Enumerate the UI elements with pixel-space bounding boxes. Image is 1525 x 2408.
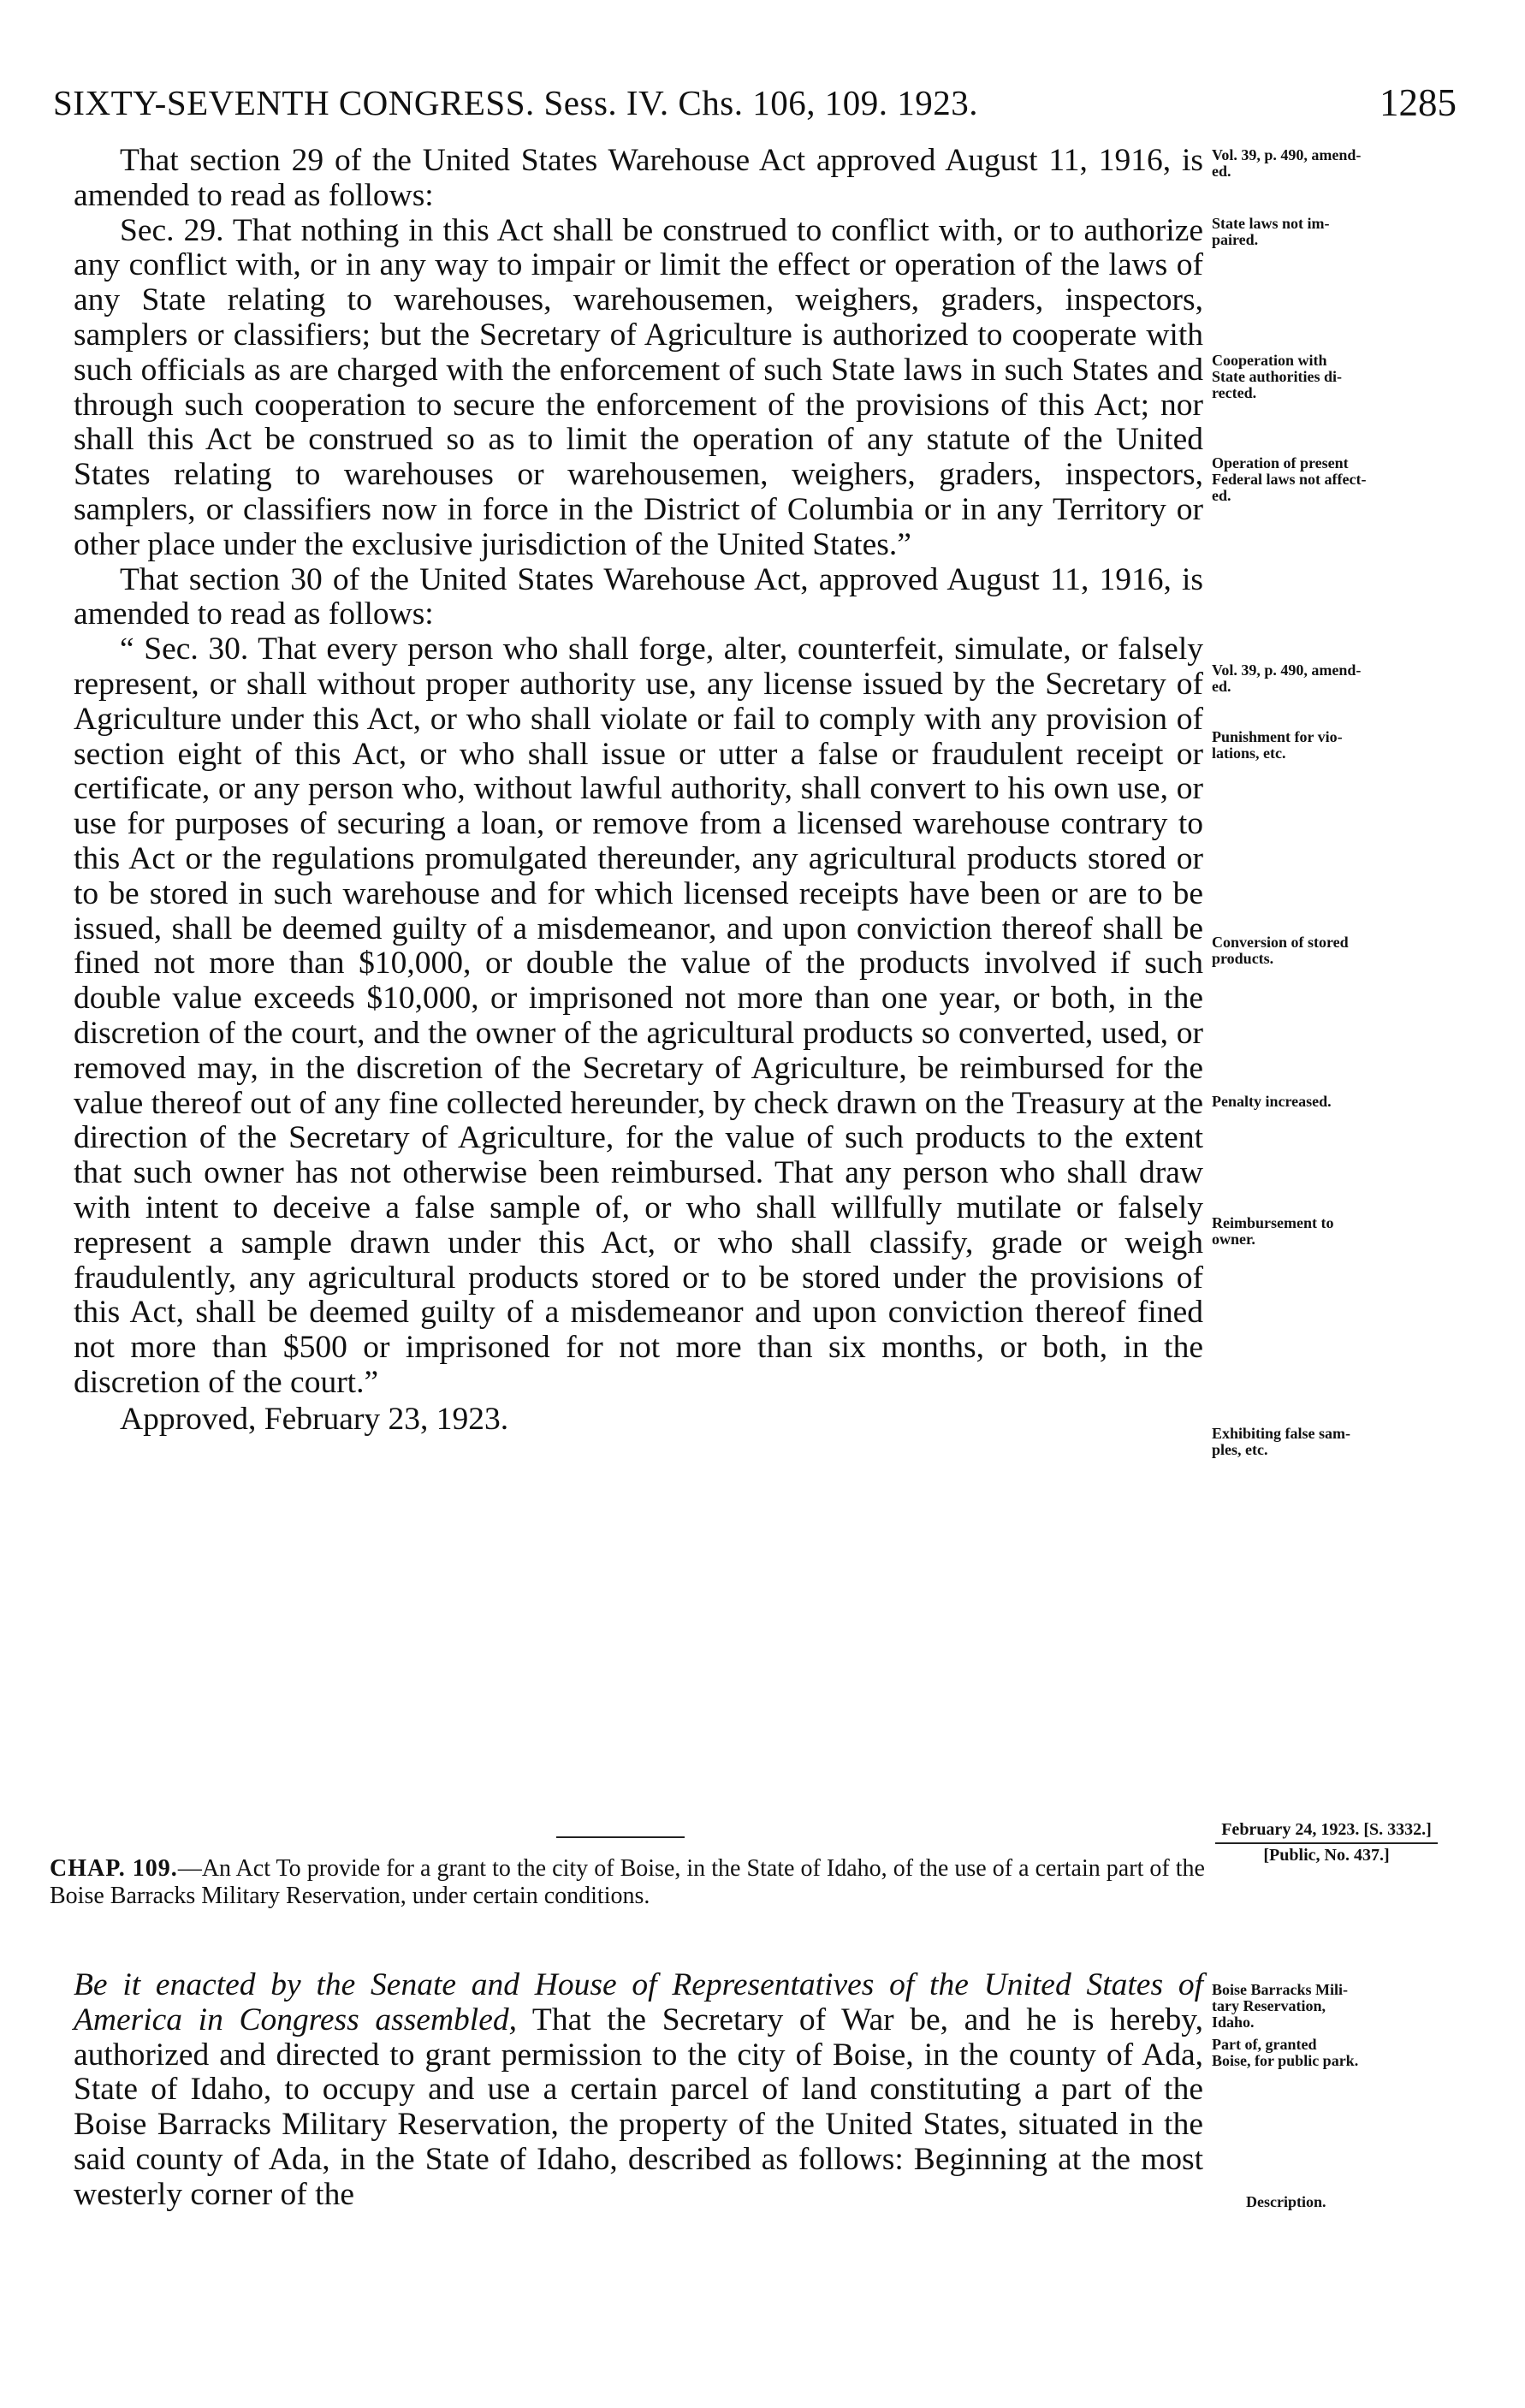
margin-note-punishment [1212, 729, 1343, 762]
margin-note-line: ed. [1212, 487, 1231, 504]
margin-note-line: products. [1212, 950, 1274, 967]
margin-note-false-samples [1212, 1426, 1350, 1458]
date-block-rule [1215, 1842, 1438, 1844]
margin-note-line: Conversion of stored [1212, 934, 1349, 951]
margin-note-penalty-increased [1212, 1094, 1332, 1110]
paragraph-section-29-intro: That section 29 of the United States Warehouse Act approved August 11, 1916, is amended to read as follows: [74, 143, 1203, 213]
margin-note-line: Boise Barracks Mili- [1212, 1981, 1348, 1998]
margin-note-line: ed. [1212, 163, 1231, 180]
margin-note-line: paired. [1212, 231, 1259, 248]
public-law-number: [Public, No. 437.] [1263, 1846, 1390, 1865]
enacting-clause: Be it enacted by the Senate and House of Representatives of the United States of America in Congress assembled, [74, 1967, 1203, 2037]
margin-note-line: Vol. 39, p. 490, amend- [1212, 661, 1362, 679]
margin-note-vol39-amended [1212, 147, 1361, 180]
margin-note-description [1246, 2194, 1326, 2210]
approval-date: Approved, February 23, 1923. [120, 1401, 509, 1437]
chapter-title: —An Act To provide for a grant to the city of Boise, in the State of Idaho, of the use of a certain part of the Boise Barracks Military Reservation, under certain conditions. [50, 1855, 1205, 1909]
margin-note-line: Description. [1246, 2193, 1326, 2210]
margin-note-line: Boise, for public park. [1212, 2052, 1359, 2069]
margin-note-part-granted [1212, 2037, 1358, 2069]
margin-note-line: Exhibiting false sam- [1212, 1425, 1351, 1442]
margin-note-conversion [1212, 934, 1349, 967]
margin-note-line: Vol. 39, p. 490, amend- [1212, 146, 1362, 163]
margin-note-line: owner. [1212, 1231, 1255, 1248]
chapter-heading [50, 1855, 1205, 1910]
paragraph-section-29: Sec. 29. That nothing in this Act shall be construed to conflict with, or to authorize any conflict with, or in any way to impair or limit the effect or operation of the laws of any State relating to warehouses, warehousemen, weighers, graders, inspectors, samplers or classifiers; but the Secretary of Agriculture is authorized to cooperate with such officials as are charged with the enforcement of such State laws in such States and through such cooperation to secure the enforcement of the provisions of this Act; nor shall this Act be construed so as to limit the operation of any statute of the United States relating to warehouses or warehousemen, weighers, graders, inspectors, samplers, or classifiers now in force in the District of Columbia or in any Territory or other place under the exclusive jurisdiction of the United States.” [74, 212, 1203, 562]
margin-note-line: State laws not im- [1212, 215, 1330, 232]
margin-note-federal-laws [1212, 455, 1366, 504]
main-text [74, 144, 1203, 1437]
running-title: SIXTY-SEVENTH CONGRESS. Sess. IV. Chs. 106, 109. 1923. [53, 83, 978, 122]
enactment-text [74, 1968, 1203, 2213]
paragraph-section-30: “ Sec. 30. That every person who shall forge, alter, counterfeit, simulate, or falsely represent, or shall without proper authority use, any license issued by the Secretary of Agriculture under this Act, or who shall violate or fail to comply with any provision of section eight of this Act, or who shall issue or utter a false or fraudulent receipt or certificate, or any person who, without lawful authority, shall convert to his own use, or use for purposes of securing a loan, or remove from a licensed warehouse contrary to this Act or the regulations promulgated thereunder, any agricultural products stored or to be stored in such warehouse and for which licensed receipts have been or are to be issued, shall be deemed guilty of a misdemeanor, and upon conviction thereof shall be fined not more than $10,000, or double the value of the products involved if such double value exceeds $10,000, or imprisoned not more than one year, or both, in the discretion of the court, and the owner of the agricultural products so converted, used, or removed may, in the discretion of the Secretary of Agriculture, be reimbursed for the value thereof out of any fine collected hereunder, by check drawn on the Treasury at the direction of the Secretary of Agriculture, for the value of such products to the extent that such owner has not otherwise been reimbursed. That any person who shall draw with intent to deceive a false sample of, or who shall willfully mutilate or falsely represent a sample drawn under this Act, or who shall classify, grade or weigh fraudulently, any agricultural products stored or to be stored under the provisions of this Act, shall be deemed guilty of a misdemeanor and upon conviction thereof fined not more than $500 or imprisoned for not more than six months, or both, in the discretion of the court.” [74, 632, 1203, 1400]
margin-note-line: Penalty increased. [1212, 1093, 1332, 1110]
margin-note-line: Part of, granted [1212, 2036, 1317, 2053]
senate-bill-number: [S. 3332.] [1363, 1820, 1432, 1839]
page-number: 1285 [1380, 81, 1457, 124]
margin-note-line: Cooperation with [1212, 352, 1327, 369]
section-divider [556, 1836, 685, 1838]
margin-note-vol39-amended-2 [1212, 662, 1361, 695]
margin-note-line: tary Reservation, [1212, 1997, 1326, 2014]
margin-note-line: rected. [1212, 384, 1257, 401]
margin-note-state-laws-not-impaired [1212, 216, 1330, 248]
margin-note-line: Federal laws not affect- [1212, 471, 1367, 488]
chapter-number: CHAP. 109. [50, 1855, 178, 1882]
margin-note-line: ples, etc. [1212, 1441, 1268, 1458]
margin-note-line: Reimbursement to [1212, 1214, 1334, 1231]
margin-note-reimbursement [1212, 1215, 1333, 1248]
margin-note-line: Operation of present [1212, 454, 1349, 472]
margin-note-line: lations, etc. [1212, 744, 1286, 762]
paragraph-section-30-intro: That section 30 of the United States Warehouse Act, approved August 11, 1916, is amended to read as follows: [74, 561, 1203, 632]
margin-note-boise-barracks [1212, 1982, 1348, 2031]
margin-note-line: Punishment for vio- [1212, 728, 1343, 745]
chapter-date-block [1215, 1821, 1438, 1865]
page-header [53, 79, 1457, 127]
margin-note-line: Idaho. [1212, 2014, 1255, 2031]
margin-note-line: State authorities di- [1212, 368, 1342, 385]
margin-note-line: ed. [1212, 678, 1231, 695]
enactment-body: That the Secretary of War be, and he is hereby, authorized and directed to grant permission to the city of Boise, in the county of Ada, State of Idaho, to occupy and use a certain parcel of land constituting a part of the Boise Barracks Military Reservation, the property of the United States, situated in the said county of Ada, in the State of Idaho, described as follows: Beginning at the most westerly corner of the [74, 2002, 1203, 2212]
margin-note-cooperation [1212, 353, 1342, 401]
chapter-date: February 24, 1923. [1221, 1820, 1360, 1839]
